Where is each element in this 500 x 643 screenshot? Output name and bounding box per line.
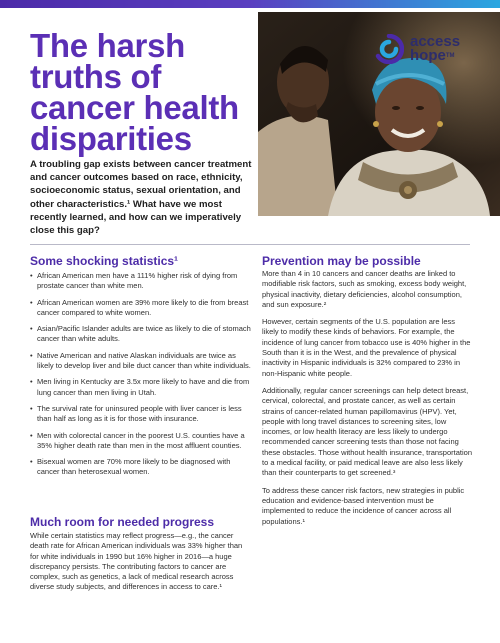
- stat-item: • The survival rate for uninsured people with liver cancer is less than half as long as it is for those with insurance.: [30, 404, 252, 425]
- top-gradient-bar: [0, 0, 500, 8]
- stats-list: [30, 271, 252, 478]
- logo-wordmark: [410, 35, 460, 63]
- prevention-heading: Prevention may be possible: [262, 254, 421, 268]
- progress-paragraph: While certain statistics may reflect progress—e.g., the cancer death rate for African American individuals was 33% higher than for white individuals in 1990 but 16% higher in 2016—a huge discrepancy persists. The contributing factors to cancer are complex, such as genetics, a lack of medical research across diverse study subjects, and differences in access to care.¹: [30, 531, 243, 592]
- stat-item: • Native American and native Alaskan individuals are twice as likely to develop liver and bile duct cancer than white individuals.: [30, 351, 252, 372]
- access-hope-logo-icon: [374, 34, 404, 64]
- logo-word-access: access: [410, 33, 461, 50]
- stat-item: • Asian/Pacific Islander adults are twice as likely to die of stomach cancer than white adults.: [30, 324, 252, 345]
- page-title: The harsh truths of cancer health disparities: [30, 27, 239, 157]
- stat-item: • Men living in Kentucky are 3.5x more likely to have and die from lung cancer than men living in Utah.: [30, 377, 252, 398]
- access-hope-logo: [374, 32, 482, 68]
- intro-paragraph: A troubling gap exists between cancer treatment and cancer outcomes based on race, ethnicity, socioeconomic status, sexual orientation, and other characteristics.¹ What have we most recently learned, and how can we imperatively close this gap?: [30, 159, 252, 237]
- stat-item: • African American men have a 111% higher risk of dying from prostate cancer than white men.: [30, 271, 252, 292]
- stat-item: • African American women are 39% more likely to die from breast cancer compared to white women.: [30, 298, 252, 319]
- stat-item: • Men with colorectal cancer in the poorest U.S. counties have a 35% higher death rate than men in the most affluent counties.: [30, 431, 252, 452]
- prevention-paragraph: Additionally, regular cancer screenings can help detect breast, cervical, colorectal, and prostate cancer, as well as certain strains of cancer-related human papillomavirus (HPV). Yet, people with long travel distances to screening sites, low incomes, or low health literacy are less likely to undergo recommended cancer screening tests than those not facing these obstacles. Those without health insurance, transportation to a medical facility, or paid medical leave are also less likely than their counterparts to get screened.³: [262, 385, 472, 478]
- prevention-paragraph: However, certain segments of the U.S. population are less likely to modify these kinds of behaviors. For example, the incidence of lung cancer from tobacco use is 40% higher in the South than it is in the West, and the prevalence of physical inactivity in Hispanic individuals is 32% compared to 23% in non-Hispanic white people.: [262, 317, 471, 378]
- logo-word-hope: hope: [410, 47, 446, 64]
- prevention-column: [262, 269, 472, 534]
- section-divider: [30, 244, 470, 245]
- progress-heading: Much room for needed progress: [30, 515, 215, 529]
- stat-item: • Bisexual women are 70% more likely to be diagnosed with cancer than heterosexual women.: [30, 457, 252, 478]
- logo-trademark: TM: [445, 53, 455, 59]
- prevention-paragraph: More than 4 in 10 cancers and cancer deaths are linked to modifiable risk factors, such as smoking, excess body weight, physical inactivity, dietary deficiencies, alcohol consumption, and sun exposure.²: [262, 269, 467, 309]
- stats-column: [30, 271, 252, 484]
- prevention-paragraph: To address these cancer risk factors, new strategies in public education and evidence-based intervention must be implemented to reduce the incidence of cancer across all populations.¹: [262, 485, 465, 526]
- stats-heading: Some shocking statistics¹: [30, 254, 179, 268]
